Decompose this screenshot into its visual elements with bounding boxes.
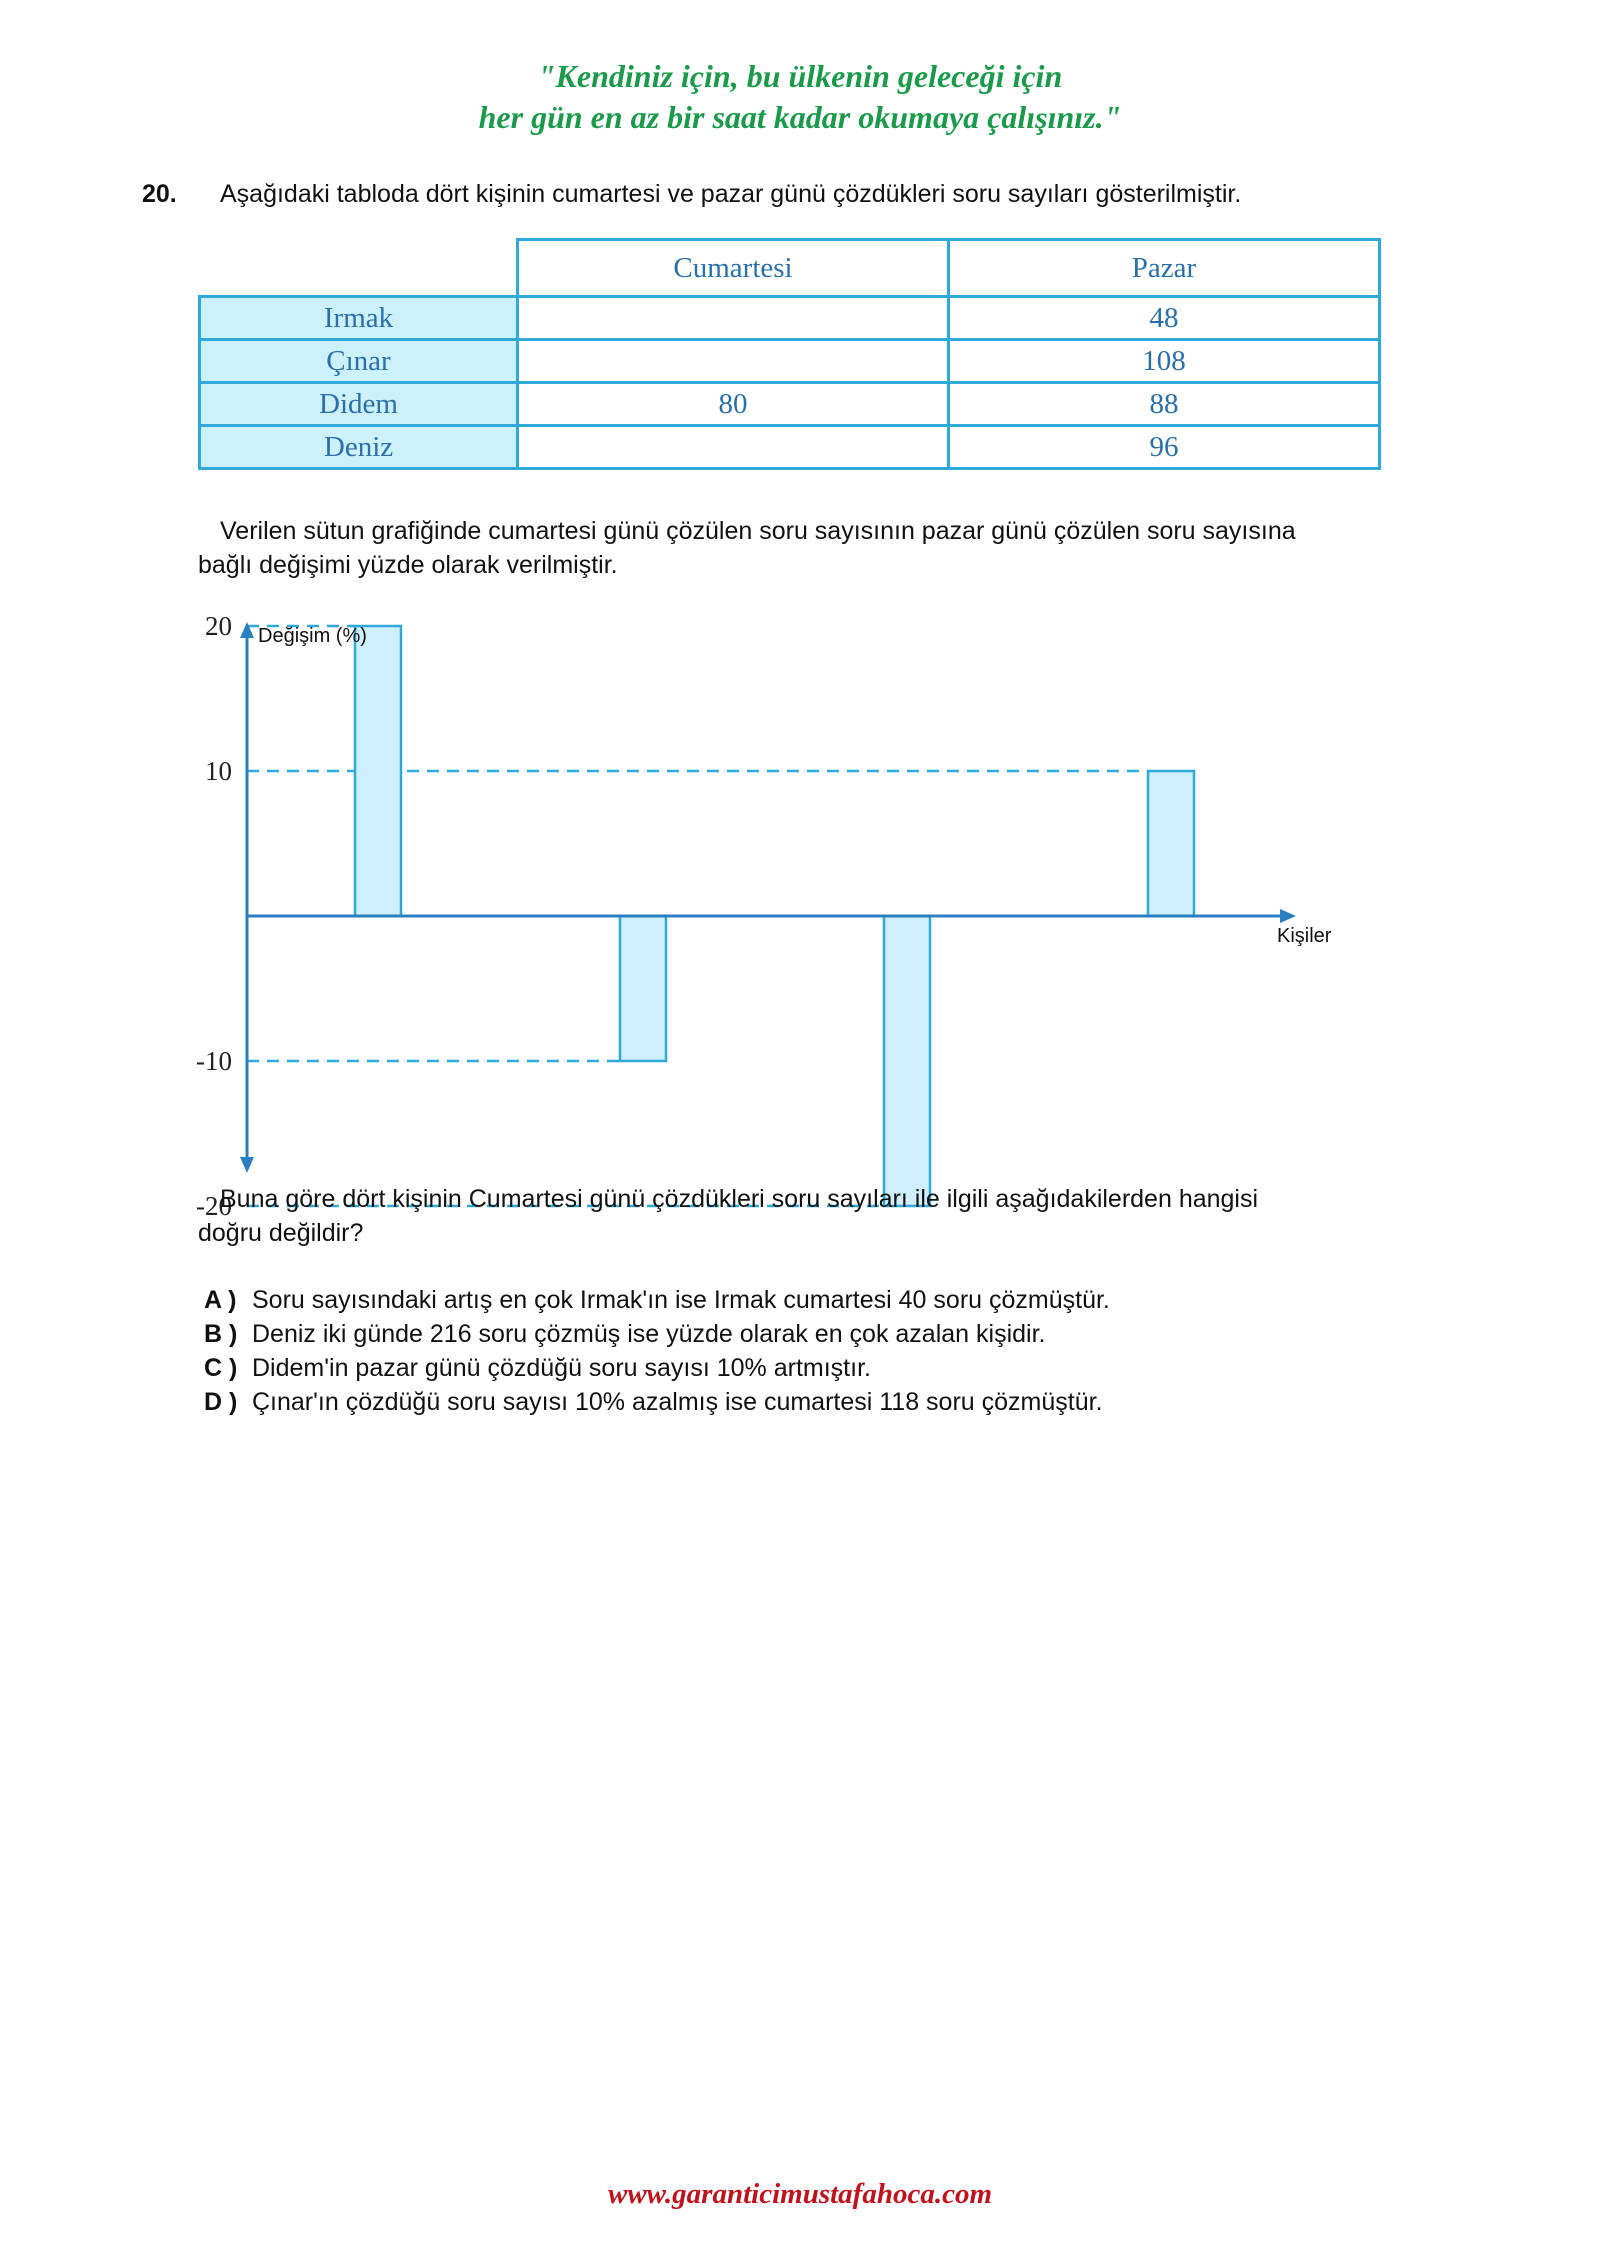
- bar: [355, 626, 401, 916]
- x-axis-arrow: [1280, 909, 1296, 923]
- cell-cumartesi: [518, 426, 949, 469]
- y-tick-label: 10: [205, 756, 232, 786]
- cell-cumartesi: 80: [518, 383, 949, 426]
- option-b[interactable]: [204, 1317, 1110, 1351]
- table-header-cumartesi: Cumartesi: [518, 240, 949, 297]
- y-tick-label: 20: [205, 611, 232, 641]
- question-prompt-line-2: doğru değildir?: [198, 1219, 364, 1247]
- data-table: [198, 238, 1381, 470]
- option-letter: C ): [204, 1354, 238, 1382]
- table-row: [200, 426, 1380, 469]
- chart-description: [198, 514, 1296, 582]
- y-axis-arrow-down: [240, 1157, 254, 1173]
- question-prompt-line-1: Buna göre dört kişinin Cumartesi günü çözdükleri soru sayıları ile ilgili aşağıdakilerden hangisi: [220, 1185, 1259, 1213]
- bar: [620, 916, 666, 1061]
- y-axis-arrow-up: [240, 622, 254, 638]
- option-text: Soru sayısındaki artış en çok Irmak'ın ise Irmak cumartesi 40 soru çözmüştür.: [252, 1286, 1110, 1314]
- table-header-pazar: Pazar: [949, 240, 1380, 297]
- row-label: Çınar: [200, 340, 518, 383]
- cell-pazar: 96: [949, 426, 1380, 469]
- question-intro: Aşağıdaki tabloda dört kişinin cumartesi ve pazar günü çözdükleri soru sayıları gösterilmiştir.: [220, 180, 1242, 208]
- row-label: Didem: [200, 383, 518, 426]
- motto-line-2: her gün en az bir saat kadar okumaya çalışınız.": [478, 99, 1122, 135]
- bar: [1148, 771, 1194, 916]
- option-letter: B ): [204, 1320, 238, 1348]
- cell-cumartesi: [518, 340, 949, 383]
- cell-pazar: 48: [949, 297, 1380, 340]
- question-number: 20.: [142, 180, 177, 208]
- option-text: Çınar'ın çözdüğü soru sayısı 10% azalmış ise cumartesi 118 soru çözmüştür.: [252, 1388, 1103, 1416]
- option-letter: A ): [204, 1286, 237, 1314]
- option-text: Deniz iki günde 216 soru çözmüş ise yüzde olarak en çok azalan kişidir.: [252, 1320, 1046, 1348]
- y-tick-label: -10: [196, 1046, 232, 1076]
- cell-pazar: 88: [949, 383, 1380, 426]
- chart-description-line-1: Verilen sütun grafiğinde cumartesi günü çözülen soru sayısının pazar günü çözülen soru sayısına: [220, 517, 1296, 545]
- cell-cumartesi: [518, 297, 949, 340]
- row-label: Irmak: [200, 297, 518, 340]
- option-letter: D ): [204, 1388, 238, 1416]
- option-text: Didem'in pazar günü çözdüğü soru sayısı 10% artmıştır.: [252, 1354, 871, 1382]
- x-axis-label: Kişiler: [1277, 925, 1332, 947]
- answer-options: [204, 1283, 1110, 1419]
- question-prompt: [198, 1182, 1258, 1250]
- motto: [0, 56, 1600, 138]
- cell-pazar: 108: [949, 340, 1380, 383]
- y-tick-label: -20: [196, 1191, 232, 1221]
- table-row: [200, 383, 1380, 426]
- y-axis-label: Değişim (%): [258, 625, 367, 647]
- option-d[interactable]: [204, 1385, 1110, 1419]
- option-a[interactable]: [204, 1283, 1110, 1317]
- table-row: [200, 297, 1380, 340]
- table-row: [200, 340, 1380, 383]
- footer-website: www.garanticimustafahoca.com: [607, 2178, 993, 2210]
- chart-description-line-2: bağlı değişimi yüzde olarak verilmiştir.: [198, 551, 618, 579]
- row-label: Deniz: [200, 426, 518, 469]
- motto-line-1: "Kendiniz için, bu ülkenin geleceği için: [537, 58, 1063, 94]
- option-c[interactable]: [204, 1351, 1110, 1385]
- table-corner: [200, 240, 518, 297]
- bar: [884, 916, 930, 1206]
- table-header-row: [200, 240, 1380, 297]
